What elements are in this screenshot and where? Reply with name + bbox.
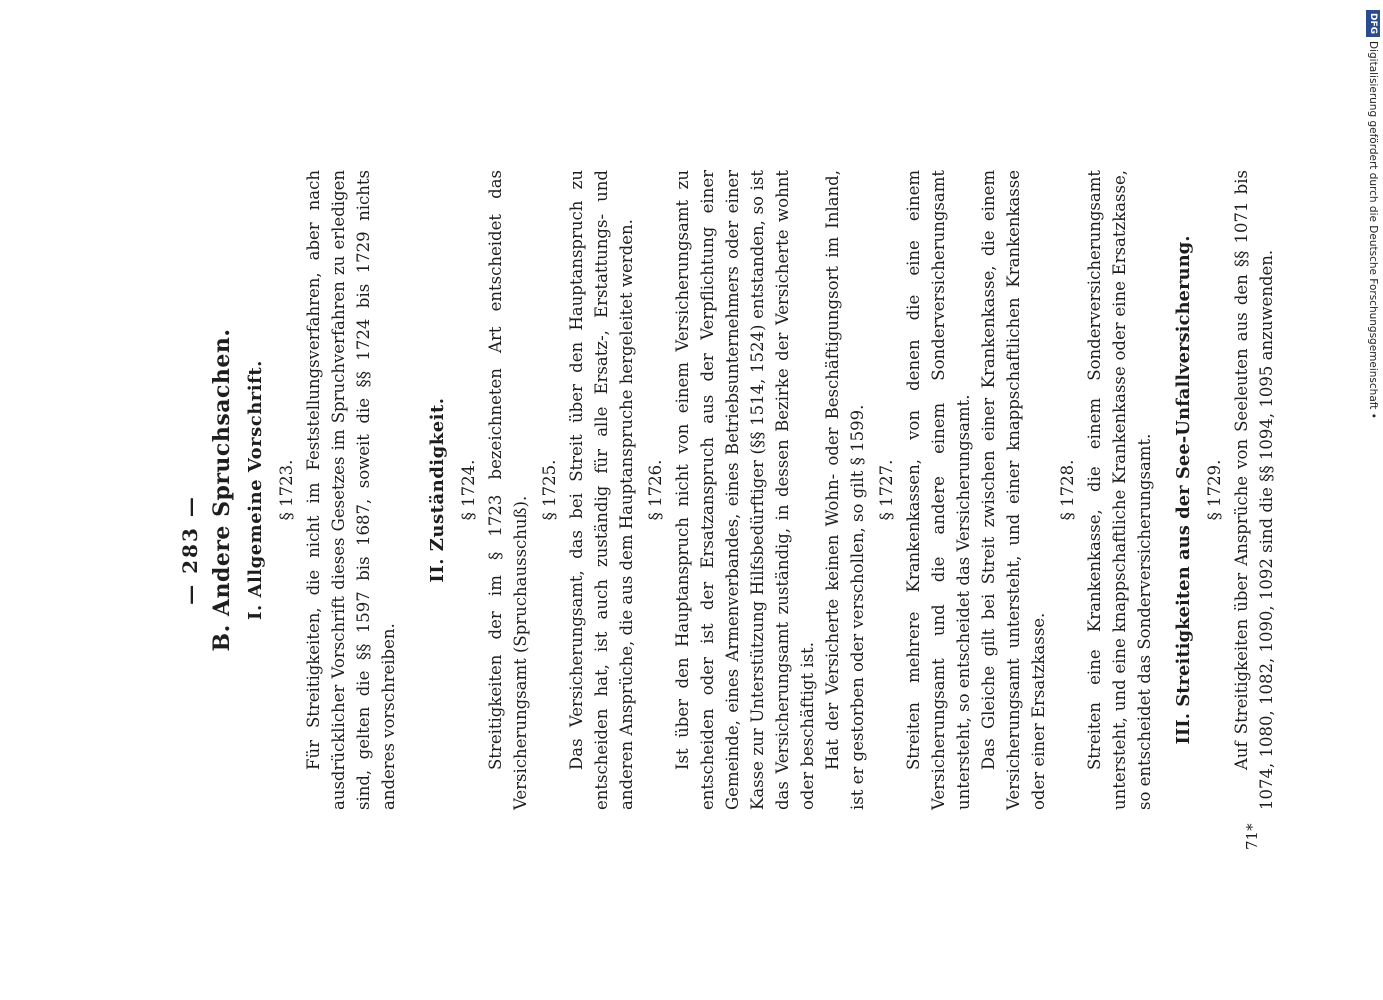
paragraph-number: § 1725. [540,459,559,521]
page-number: — 283 — [178,495,202,605]
text-column [210,170,1279,810]
heading-iii: III. Streitigkeiten aus der See-Unfallversicherung. [1173,235,1194,745]
dfg-sideline [1365,10,1381,419]
paragraph-text: Streiten mehrere Krankenkassen, von denen die eine einem Versicherungsamt und die andere einem Sonderversicherungsamt untersteht, so entscheidet das Versicherungsamt. [904,170,973,810]
paragraph-number: § 1729. [1205,459,1224,521]
signature-mark: 71* [1243,823,1261,850]
paragraph-number: § 1726. [646,459,665,521]
paragraph-text: Das Gleiche gilt bei Streit zwischen einer Krankenkasse, die einem Versicherungsamt untersteht, und einer knappschaftlichen Krankenkasse oder einer Ersatzkasse. [979,170,1048,810]
paragraph-number: § 1724. [459,459,478,521]
heading-i: I. Allgemeine Vorschrift. [245,360,266,620]
dfg-logo: DFG [1366,10,1380,37]
heading-ii: II. Zuständigkeit. [427,397,448,583]
paragraph-number: § 1727. [877,459,896,521]
paragraph-text: Streiten eine Krankenkasse, die einem Sonderversicherungsamt untersteht, und eine knappschaftliche Krankenkasse oder eine Ersatzkasse, so entscheidet das Sonderversicherungsamt. [1085,170,1154,810]
rotated-page [170,100,1280,1000]
paragraph-text: Auf Streitigkeiten über Ansprüche von Seeleuten aus den §§ 1071 bis 1074, 1080, 1082, 1090, 1092 sind die §§ 1094, 1095 anzuwenden. [1232,170,1276,810]
paragraph-number: § 1728. [1058,459,1077,521]
heading-b: B. Andere Spruchsachen. [209,328,235,652]
paragraph-text: Ist über den Hauptanspruch nicht von einem Versicherungsamt zu entscheiden oder ist der Ersatzanspruch aus der Verpflichtung einer Gemeinde, eines Armenverbandes, eines Betriebsunternehmers oder einer Kasse zur Unterstützung Hilfsbedürftiger (§§ 1514, 1524) entstanden, so ist das Versicherungsamt zuständig, in dessen Bezirke der Versicherte wohnt oder beschäftigt ist. [673,170,817,810]
paragraph-text: Hat der Versicherte keinen Wohn- oder Beschäftigungsort im Inland, ist er gestorben oder verschollen, so gilt § 1599. [823,170,867,810]
paragraph-text: Das Versicherungsamt, das bei Streit über den Hauptanspruch zu entscheiden hat, ist auch zuständig für alle Ersatz-, Erstattungs- und anderen Ansprüche, die aus dem Hauptanspruche hergeleitet werden. [567,170,636,810]
paragraph-text: Für Streitigkeiten, die nicht im Feststellungsverfahren, aber nach ausdrücklicher Vorschrift dieses Gesetzes im Spruchverfahren zu erledigen sind, gelten die §§ 1597 bis 1687, soweit die §§ 1724 bis 1729 nichts anderes vorschreiben. [304,170,398,810]
paragraph-text: Streitigkeiten der im § 1723 bezeichneten Art entscheidet das Versicherungsamt (Spruchausschuß). [486,170,530,810]
dfg-credit-text: Digitalisierung gefördert durch die Deutsche Forschungsgemeinschaft • [1367,41,1379,419]
paragraph-number: § 1723. [277,459,296,521]
